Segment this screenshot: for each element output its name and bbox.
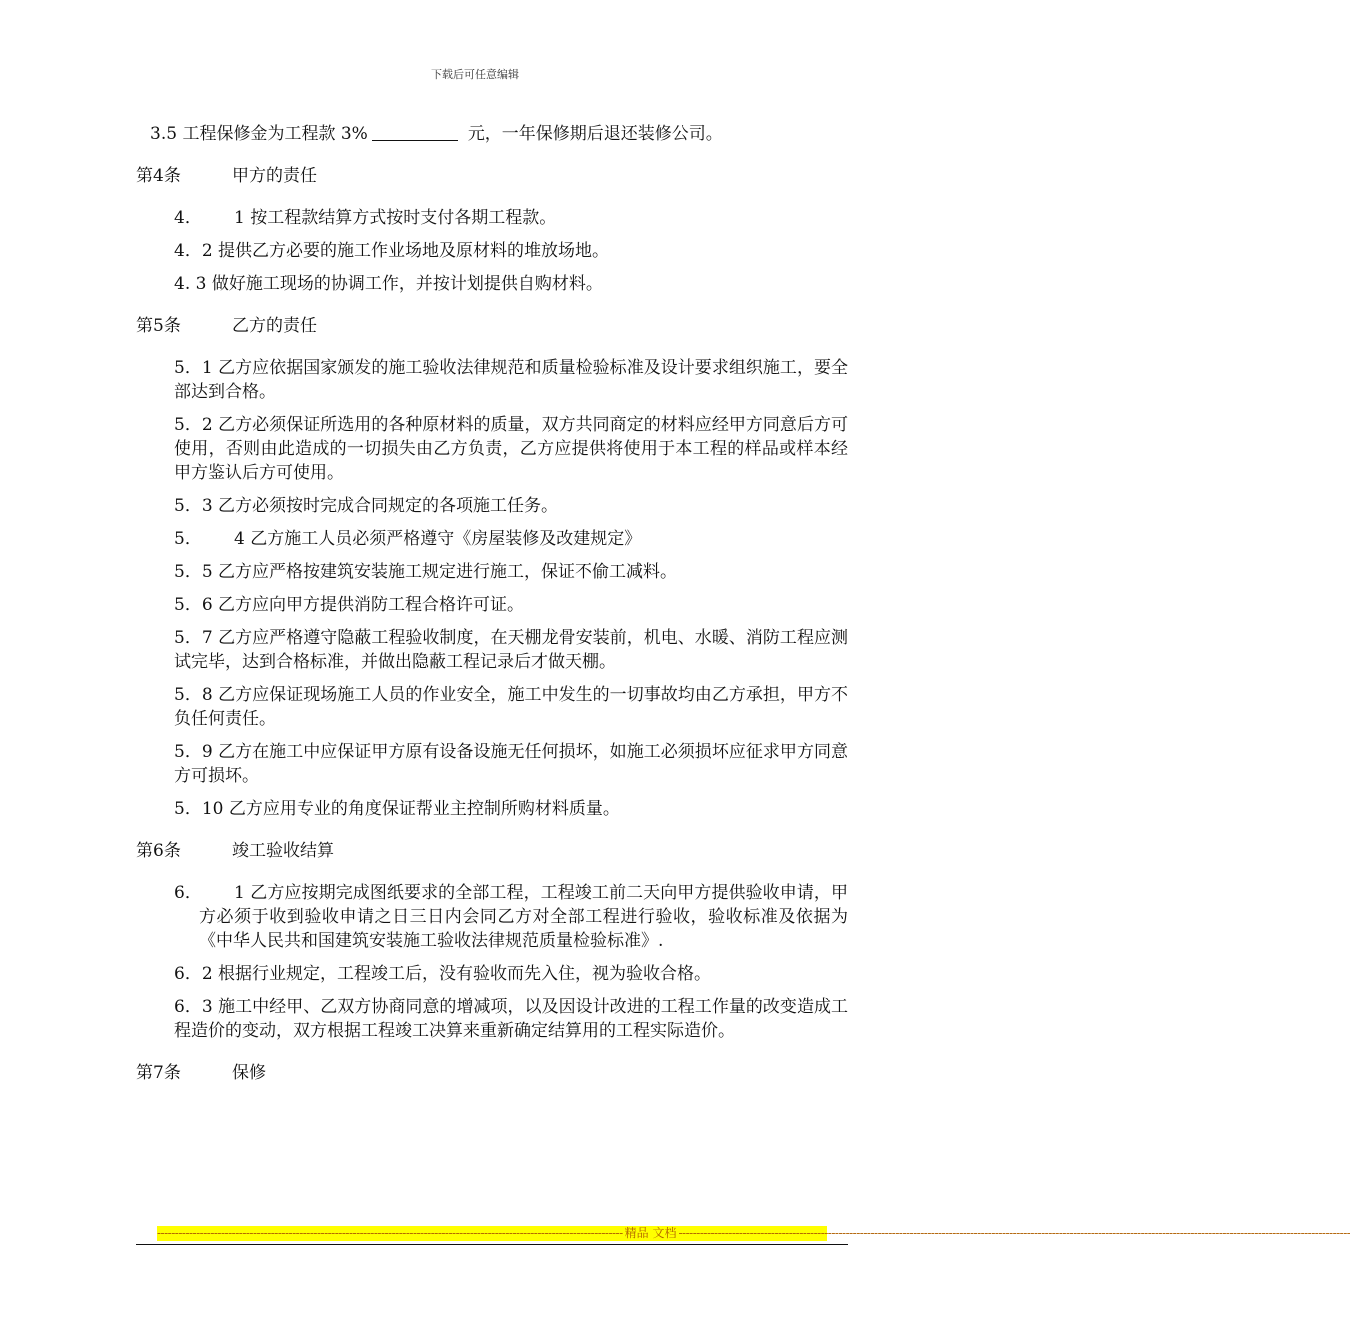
clause-4-3: 4. 3 做好施工现场的协调工作，并按计划提供自购材料。 <box>174 274 603 294</box>
footer-dashes-left: ----------------------------------------------------------------------------------------------------------------------------------- <box>157 1226 623 1240</box>
clause-5-4 <box>174 527 848 551</box>
clause-5-5: 5．5 乙方应严格按建筑安装施工规定进行施工，保证不偷工减料。 <box>174 562 678 582</box>
clause-text: 1 乙方应按期完成图纸要求的全部工程，工程竣工前二天向甲方提供验收申请，甲方必须于收到验收申请之日三日内会同乙方对全部工程进行验收，验收标准及依据为《中华人民共和国建筑安装施工验收法律规范质量检验标准》. <box>199 883 848 951</box>
article-title: 保修 <box>232 1063 266 1083</box>
fill-in-blank <box>372 122 458 141</box>
clause-3-5-text-after: 元，一年保修期后退还装修公司。 <box>467 124 723 144</box>
article-title: 甲方的责任 <box>232 166 317 186</box>
article-title: 乙方的责任 <box>232 316 317 336</box>
clause-3-5-text-before: 3.5 工程保修金为工程款 3% <box>150 124 368 144</box>
clause-4-2: 4．2 提供乙方必要的施工作业场地及原材料的堆放场地。 <box>174 241 610 261</box>
article-title: 竣工验收结算 <box>232 841 334 861</box>
clause-6-2: 6．2 根据行业规定，工程竣工后，没有验收而先入住，视为验收合格。 <box>174 964 712 984</box>
clause-3-5 <box>150 122 848 146</box>
article-7-heading <box>136 1061 848 1085</box>
clause-5-7: 5．7 乙方应严格遵守隐蔽工程验收制度，在天棚龙骨安装前，机电、水暖、消防工程应测试完毕，达到合格标准，并做出隐蔽工程记录后才做天棚。 <box>174 628 848 672</box>
footer-dashes-right: --------------------------------------------------------------------------------------------------------------------------------------------------------------------------------------------- <box>678 1226 1350 1240</box>
clause-number: 6． <box>174 883 202 903</box>
clause-number: 4． <box>174 208 202 228</box>
clause-5-3: 5．3 乙方必须按时完成合同规定的各项施工任务。 <box>174 496 559 516</box>
document-body <box>136 122 848 1103</box>
article-6-heading <box>136 839 848 863</box>
clause-5-8: 5．8 乙方应保证现场施工人员的作业安全，施工中发生的一切事故均由乙方承担，甲方不负任何责任。 <box>174 685 848 729</box>
clause-5-9: 5．9 乙方在施工中应保证甲方原有设备设施无任何损坏，如施工必须损坏应征求甲方同意方可损坏。 <box>174 742 848 786</box>
clause-6-3: 6．3 施工中经甲、乙双方协商同意的增减项，以及因设计改进的工程工作量的改变造成工程造价的变动，双方根据工程竣工决算来重新确定结算用的工程实际造价。 <box>174 997 848 1041</box>
clause-5-1: 5．1 乙方应依据国家颁发的施工验收法律规范和质量检验标准及设计要求组织施工，要全部达到合格。 <box>174 358 848 402</box>
clause-text: 4 乙方施工人员必须严格遵守《房屋装修及改建规定》 <box>234 529 642 549</box>
clause-5-10: 5．10 乙方应用专业的角度保证帮业主控制所购材料质量。 <box>174 799 620 819</box>
article-4-heading <box>136 164 848 188</box>
clause-5-2: 5．2 乙方必须保证所选用的各种原材料的质量，双方共同商定的材料应经甲方同意后方可使用，否则由此造成的一切损失由乙方负责，乙方应提供将使用于本工程的样品或样本经甲方鉴认后方可使用。 <box>174 415 848 483</box>
article-number: 第7条 <box>136 1063 181 1083</box>
clause-number: 5． <box>174 529 202 549</box>
article-number: 第5条 <box>136 316 181 336</box>
clause-4-1 <box>174 206 848 230</box>
footer-watermark-band <box>157 1226 1350 1241</box>
page-header: 下载后可任意编辑 <box>431 68 519 81</box>
footer-label: 精品 文档 <box>624 1226 677 1240</box>
article-number: 第6条 <box>136 841 181 861</box>
clause-5-6: 5．6 乙方应向甲方提供消防工程合格许可证。 <box>174 595 525 615</box>
clause-6-1 <box>174 881 848 953</box>
clause-text: 1 按工程款结算方式按时支付各期工程款。 <box>234 208 557 228</box>
article-5-heading <box>136 314 848 338</box>
article-number: 第4条 <box>136 166 181 186</box>
footer-rule <box>136 1244 848 1245</box>
